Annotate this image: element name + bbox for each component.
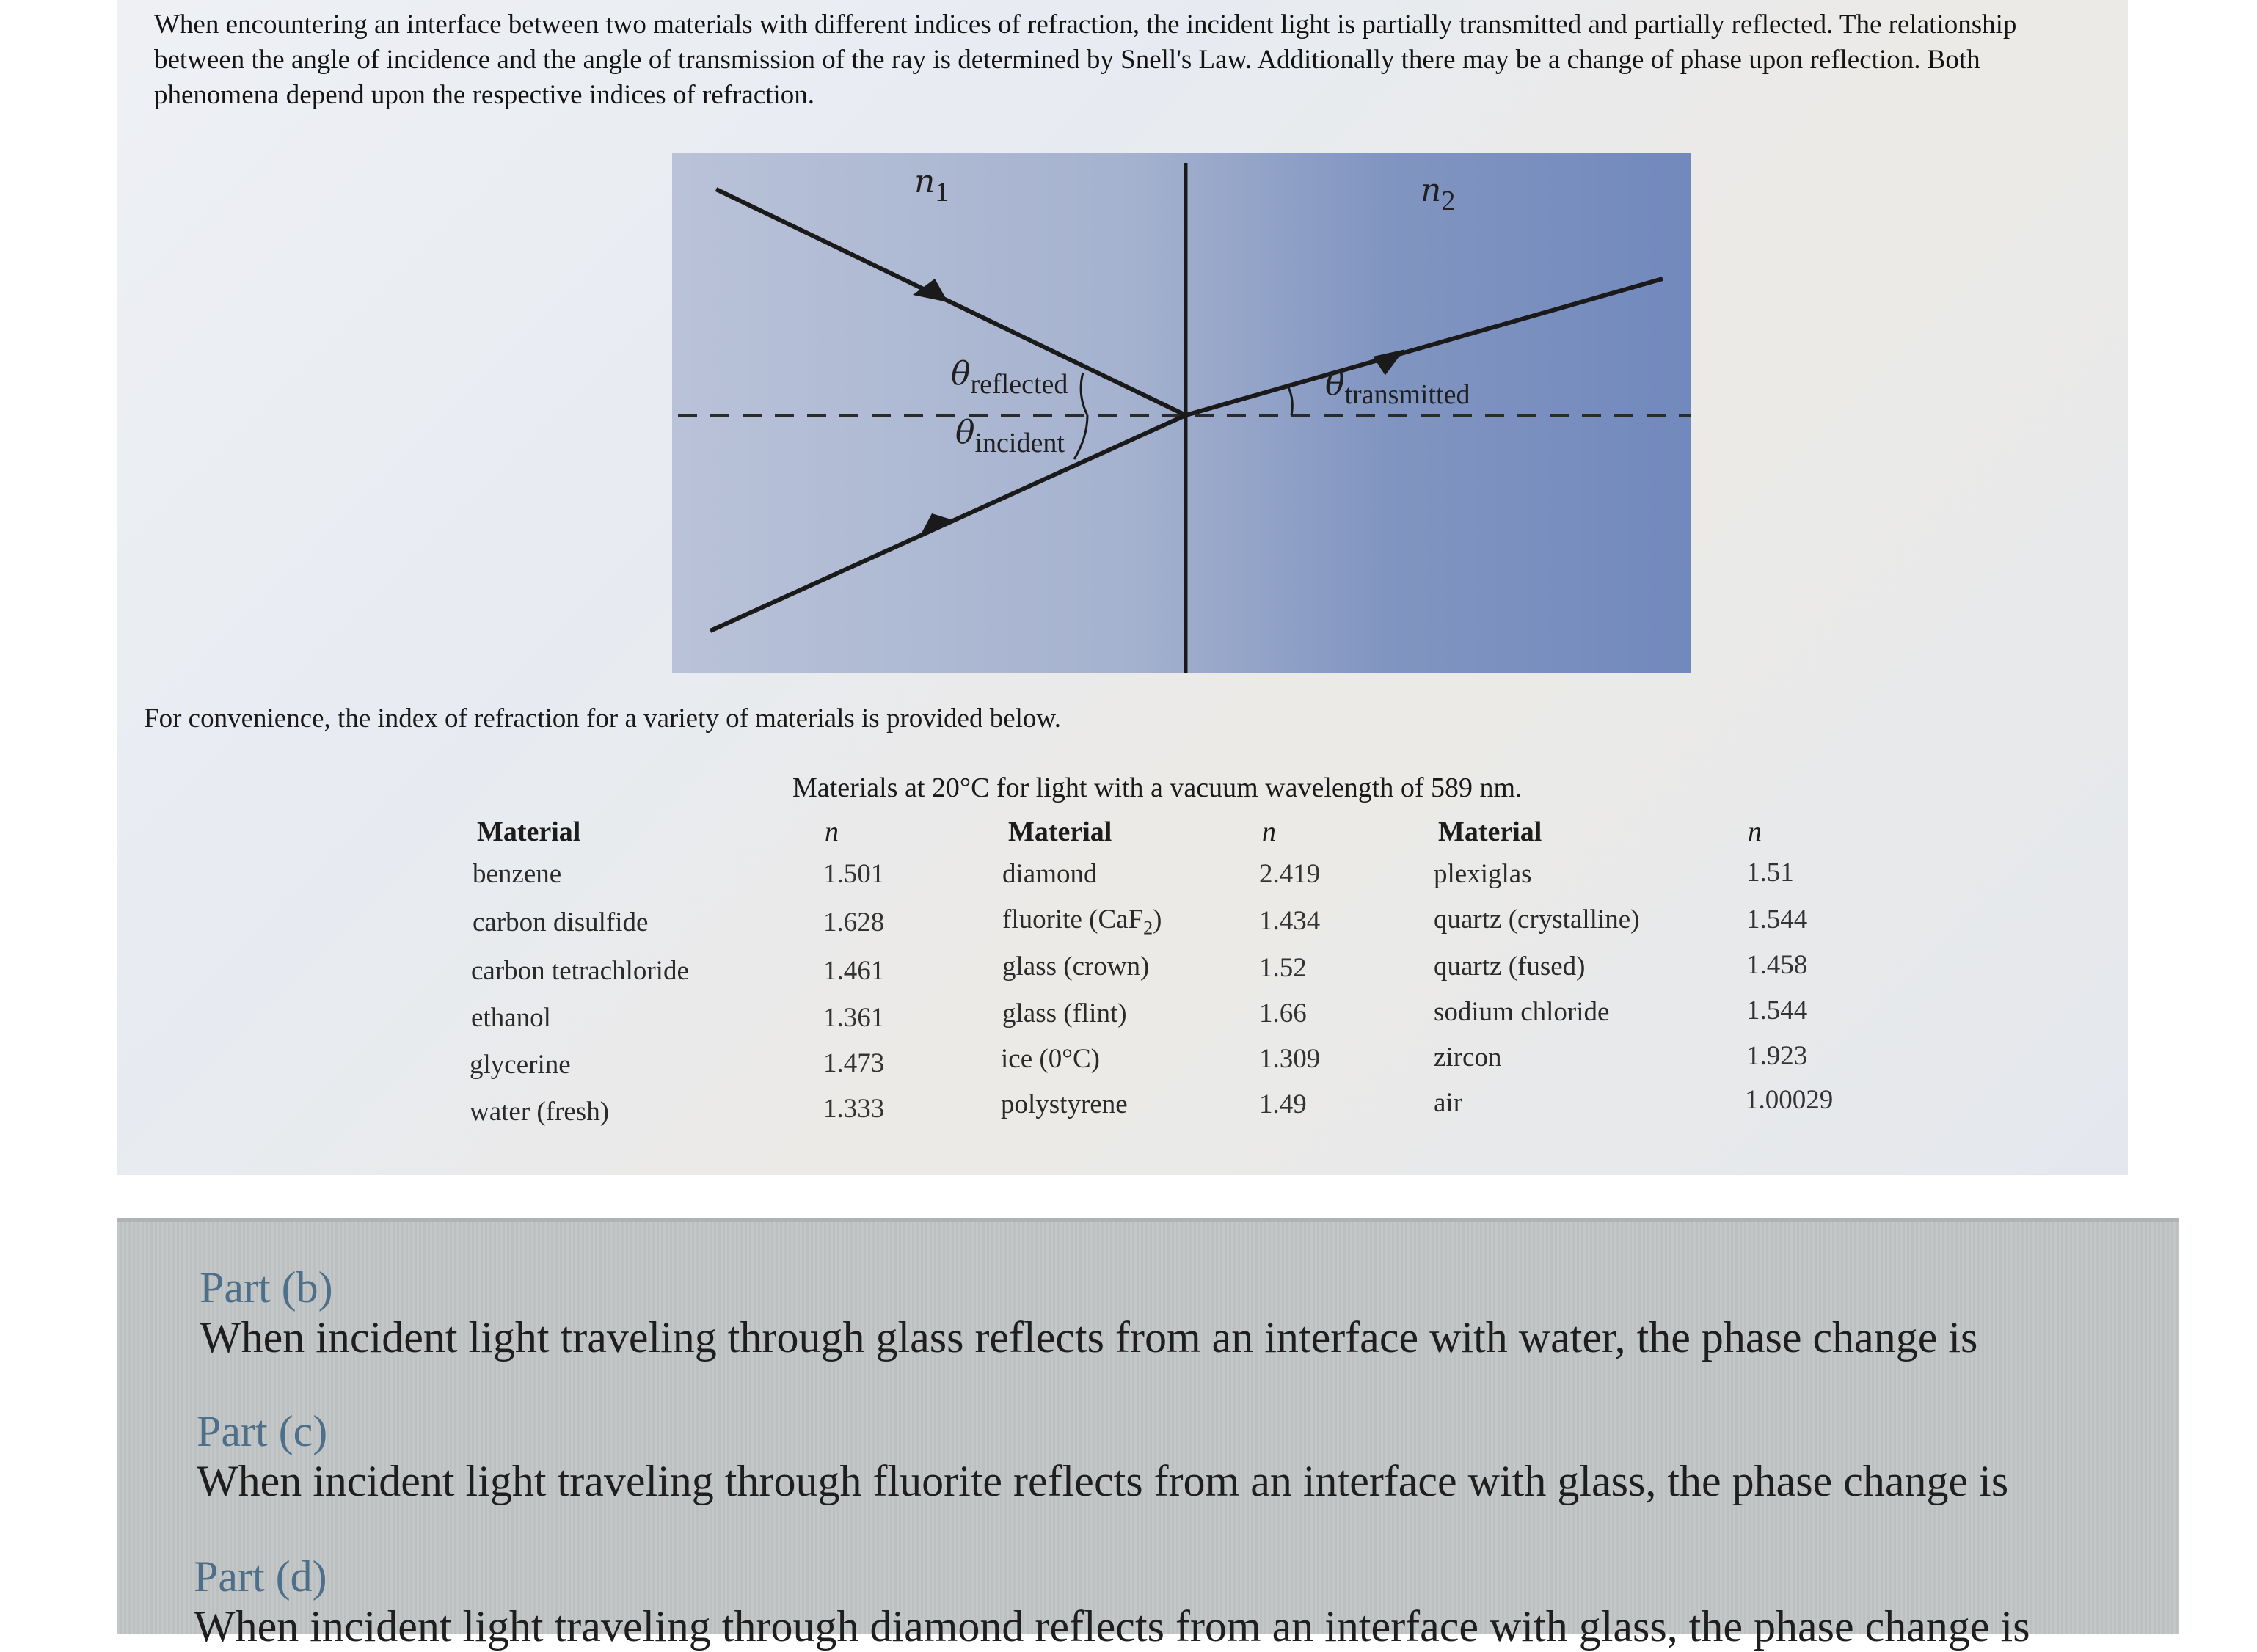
index-cell: 1.544 xyxy=(1746,904,1808,935)
material-cell: quartz (fused) xyxy=(1434,951,1586,982)
reflected-arrow xyxy=(913,279,948,302)
index-cell: 1.473 xyxy=(823,1048,885,1078)
material-cell: glass (flint) xyxy=(1002,998,1127,1028)
index-cell: 1.00029 xyxy=(1745,1085,1834,1115)
material-cell: glycerine xyxy=(470,1050,571,1080)
material-cell: glass (crown) xyxy=(1002,951,1150,982)
part-c-question: When incident light traveling through fluorite reflects from an interface with glass, the phase change is xyxy=(197,1457,2009,1505)
header-n-3: n xyxy=(1748,816,1762,847)
index-cell: 1.628 xyxy=(823,907,885,938)
incident-ray xyxy=(710,415,1186,631)
index-cell: 2.419 xyxy=(1259,859,1321,889)
part-b xyxy=(200,1263,1977,1363)
material-cell: sodium chloride xyxy=(1434,997,1610,1027)
header-material-3: Material xyxy=(1438,816,1542,847)
index-cell: 1.923 xyxy=(1746,1041,1808,1071)
index-cell: 1.66 xyxy=(1259,998,1307,1028)
material-cell: carbon tetrachloride xyxy=(471,956,689,986)
problem-panel xyxy=(117,0,2128,1175)
header-n-1: n xyxy=(825,816,839,847)
material-cell: diamond xyxy=(1002,859,1098,889)
index-cell: 1.52 xyxy=(1259,953,1307,983)
theta-transmitted-label: θtransmitted xyxy=(1325,365,1470,410)
index-cell: 1.49 xyxy=(1259,1089,1307,1119)
part-d-title: Part (d) xyxy=(194,1552,327,1601)
index-cell: 1.333 xyxy=(823,1094,885,1124)
index-cell: 1.501 xyxy=(823,859,885,889)
index-cell: 1.434 xyxy=(1259,906,1321,936)
part-b-title: Part (b) xyxy=(200,1263,333,1312)
header-material-2: Material xyxy=(1008,816,1112,847)
intro-paragraph: When encountering an interface between two materials with different indices of refraction, the incident light is partially transmitted and partially reflected. The relationship between the angle of incidence and the angle of transmission of the ray is determined by Snell's Law. Additionally there may be a change of phase upon reflection. Both phenomena depend upon the respective indices of refraction. xyxy=(154,10,2017,110)
header-material-1: Material xyxy=(477,816,581,847)
convenience-text: For convenience, the index of refraction for a variety of materials is provided below. xyxy=(144,703,1061,734)
material-cell: fluorite (CaF$_2$) xyxy=(1002,904,1162,939)
table-caption: Materials at 20°C for light with a vacuum wavelength of 589 nm. xyxy=(792,772,1523,803)
header-n-2: n xyxy=(1262,816,1276,847)
index-cell: 1.458 xyxy=(1746,950,1808,980)
reflected-angle-arc xyxy=(1081,373,1087,415)
refraction-diagram xyxy=(672,153,1691,673)
material-cell: quartz (crystalline) xyxy=(1434,904,1640,935)
part-d xyxy=(194,1552,2030,1652)
material-cell: ethanol xyxy=(471,1003,551,1033)
transmitted-angle-arc xyxy=(1288,387,1292,415)
n2-label: n2 xyxy=(1421,172,1456,216)
material-cell: ice (0°C) xyxy=(1001,1044,1100,1074)
questions-panel xyxy=(117,1218,2179,1651)
material-cell: plexiglas xyxy=(1434,859,1532,889)
incident-angle-arc xyxy=(1074,415,1087,459)
diagram-drawing xyxy=(672,153,1691,673)
part-c xyxy=(197,1407,2008,1507)
theta-incident-label: θincident xyxy=(955,414,1065,458)
material-cell: air xyxy=(1434,1088,1463,1118)
index-cell: 1.51 xyxy=(1746,858,1794,888)
n1-label: n1 xyxy=(914,163,949,208)
index-cell: 1.461 xyxy=(823,956,885,986)
part-d-question: When incident light traveling through diamond reflects from an interface with glass, the phase change is xyxy=(194,1602,2030,1651)
index-cell: 1.361 xyxy=(823,1003,885,1033)
material-cell: water (fresh) xyxy=(470,1097,610,1127)
material-cell: benzene xyxy=(473,859,562,889)
material-cell: zircon xyxy=(1434,1042,1502,1072)
part-c-title: Part (c) xyxy=(197,1407,328,1455)
material-cell: polystyrene xyxy=(1001,1089,1128,1119)
theta-reflected-label: θreflected xyxy=(951,355,1068,400)
material-cell: carbon disulfide xyxy=(473,907,649,938)
index-cell: 1.544 xyxy=(1746,995,1808,1026)
index-cell: 1.309 xyxy=(1259,1044,1321,1074)
part-b-question: When incident light traveling through glass reflects from an interface with water, the phase change is xyxy=(200,1313,1978,1362)
